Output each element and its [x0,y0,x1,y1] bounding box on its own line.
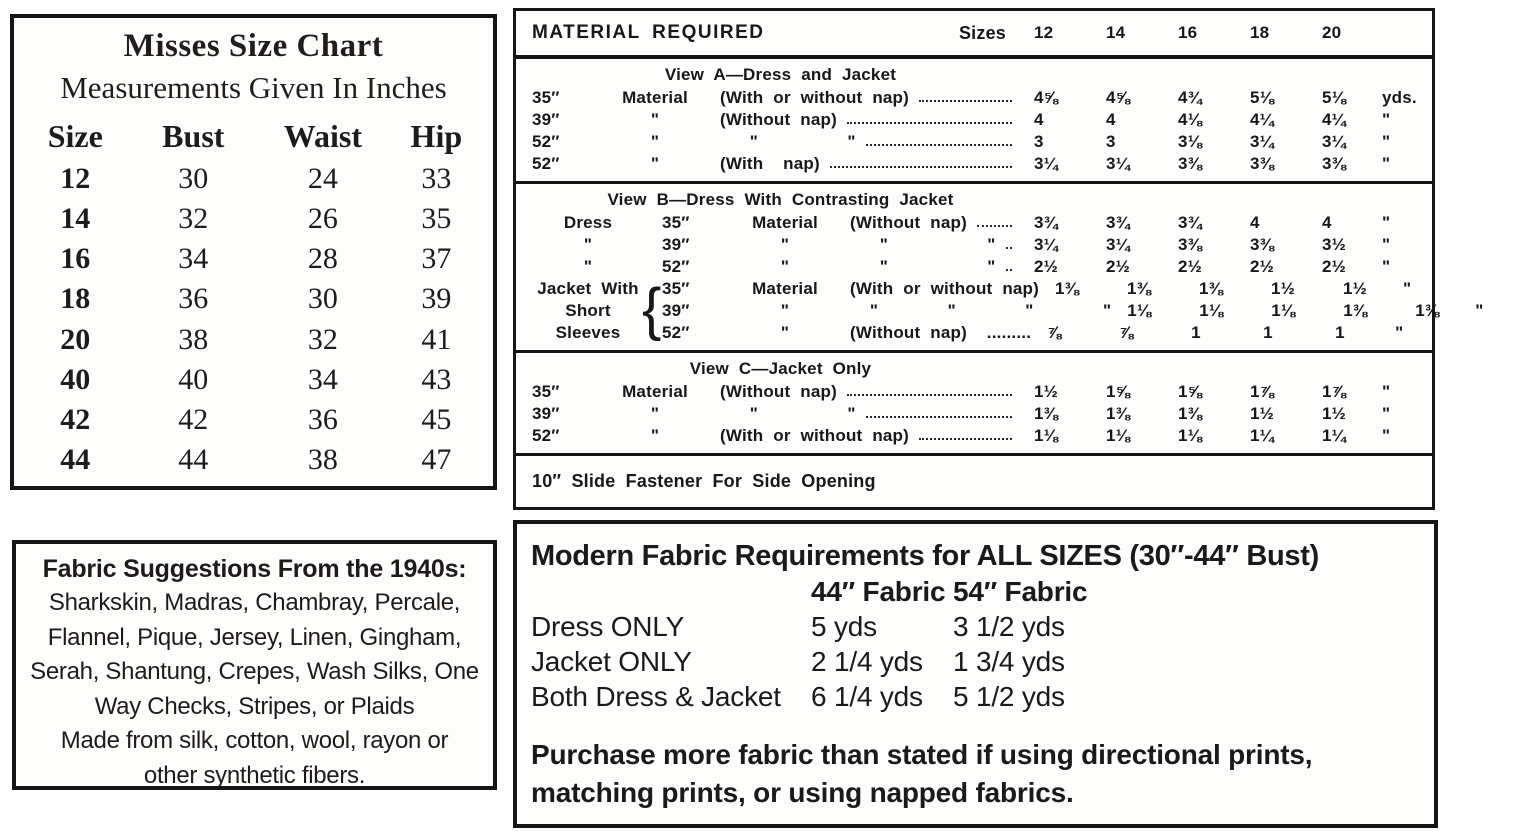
unit-ditto: " [1382,132,1391,151]
size-value: 12 [60,162,91,196]
ditto-mark: " [650,132,660,151]
size-column-18: 18 [1250,23,1270,42]
yardage-value: 3½ [1322,235,1347,254]
sizes-label: Sizes [958,22,1006,43]
fabric-width: 52″ [662,257,690,276]
hip-value: 37 [421,242,452,276]
bust-value: 42 [178,402,209,436]
garment-label: Sleeves [555,323,621,342]
yardage-value: 1⅜ [1127,279,1152,298]
yardage-value: 1¼ [1322,426,1347,445]
yardage-value: ⅞ [1047,323,1062,342]
ditto-mark: " [780,235,790,254]
column-header-54-fabric: 54″ Fabric [953,576,1088,607]
yardage-value: 3¾ [1106,213,1131,232]
fabric-width: 35″ [662,279,690,298]
fabric-suggestions-line: Made from silk, cotton, wool, rayon or [60,727,449,754]
garment-label: Dress [563,213,613,232]
unit-ditto: " [1382,235,1391,254]
brace-glyph: { [642,277,662,342]
ditto-mark: " [583,235,593,254]
yardage-row [516,381,1428,403]
hip-value: 47 [421,442,452,476]
leader-dots [866,144,1012,146]
unit-ditto: " [1382,257,1391,276]
yardage-value: 1⅜ [1415,301,1440,320]
yardage-value: 1½ [1271,279,1296,298]
yardage-value: 3⅜ [1250,235,1275,254]
yardage-value: 3¼ [1034,154,1059,173]
fabric-width: 39″ [662,235,690,254]
yardage-value: 4⅝ [1034,88,1059,107]
fabric-suggestions-title: Fabric Suggestions From the 1940s: [42,555,467,583]
yardage-value: 3 [1034,132,1044,151]
yardage-value: 3⅜ [1178,154,1203,173]
leader-dots [977,225,1012,227]
ditto-marks: " " [850,257,996,276]
fabric-width: 39″ [532,110,560,129]
leader-dots [866,416,1012,418]
misses-size-chart-panel [10,14,497,490]
yardage-value: 1⅜ [1055,279,1080,298]
fabric-width: 39″ [662,301,690,320]
table-row [22,440,485,480]
fabric-width: 52″ [662,323,690,342]
fabric-width: 35″ [532,382,560,401]
yardage-value: 1⅜ [1199,279,1224,298]
yardage-54: 3 1/2 yds [953,611,1065,642]
yardage-value: 3⅜ [1250,154,1275,173]
table-row [22,159,485,199]
yardage-value: 3¼ [1322,132,1347,151]
yardage-value: 1⅝ [1178,382,1203,401]
size-column-14: 14 [1106,23,1126,42]
nap-label: (Without nap) [720,110,837,129]
yardage-value: 4⅝ [1106,88,1131,107]
bust-value: 38 [178,322,209,356]
yardage-value: 4¼ [1322,110,1347,129]
yardage-row [516,403,1428,425]
nap-label: (Without nap) [720,382,837,401]
yardage-value: 1¼ [1250,426,1275,445]
nap-label: (With nap) [720,154,820,173]
unit-ditto: " [1382,426,1391,445]
unit-ditto: " [1403,279,1412,298]
fabric-suggestions-panel [12,540,497,790]
yardage-54: 1 3/4 yds [953,646,1065,677]
hip-value: 41 [421,322,452,356]
bust-value: 44 [178,442,209,476]
ditto-mark: " [780,301,790,320]
yardage-row [516,256,1428,278]
column-header-bust: Bust [162,118,225,154]
nap-label: (Without nap) [850,213,967,232]
unit-ditto: " [1382,110,1391,129]
row-label: Both Dress & Jacket [531,681,781,712]
waist-value: 32 [307,322,338,356]
yardage-value: 1½ [1343,279,1368,298]
hip-value: 43 [421,362,452,396]
yardage-row [516,87,1428,109]
column-header-44-fabric: 44″ Fabric [811,576,946,607]
fabric-width: 52″ [532,426,560,445]
table-row [22,199,485,239]
size-value: 40 [60,362,91,396]
unit-ditto: " [1382,213,1391,232]
size-chart-title: Misses Size Chart [123,28,384,64]
size-value: 44 [60,442,91,476]
row-label: Jacket ONLY [531,646,692,677]
ditto-marks: " " " " [850,301,1112,320]
waist-value: 36 [307,402,338,436]
fabric-width: 39″ [532,404,560,423]
fabric-suggestions-line: Sharkskin, Madras, Chambray, Percale, [48,589,461,616]
size-value: 16 [60,242,91,276]
table-row [22,320,485,360]
ditto-mark: " [650,110,660,129]
yardage-value: 1 [1191,323,1201,342]
fabric-width: 52″ [532,154,560,173]
yardage-value: 3¼ [1250,132,1275,151]
yardage-value: 3¾ [1034,213,1059,232]
yardage-54: 5 1/2 yds [953,681,1065,712]
ditto-mark: " [780,257,790,276]
garment-label: Jacket With [537,279,639,298]
unit-ditto: " [1395,323,1404,342]
size-column-12: 12 [1034,23,1054,42]
yardage-value: 4¾ [1178,88,1203,107]
fabric-width: 52″ [532,132,560,151]
leader-dots [1006,269,1012,271]
material-table-header [516,11,1432,59]
waist-value: 38 [307,442,338,476]
waist-value: 28 [307,242,338,276]
fabric-width: 35″ [662,213,690,232]
section-view-a [516,59,1432,181]
unit-ditto: " [1382,382,1391,401]
yardage-value: 2½ [1106,257,1131,276]
size-value: 18 [60,282,91,316]
yardage-value: 1⅛ [1178,426,1203,445]
yardage-value: 1⅛ [1106,426,1131,445]
waist-value: 34 [307,362,338,396]
bust-value: 32 [178,202,209,236]
yardage-row [516,212,1428,234]
column-header-hip: Hip [410,118,463,154]
size-value: 20 [60,322,91,356]
yardage-value: 3¼ [1034,235,1059,254]
yardage-value: 1⅛ [1127,301,1152,320]
yardage-value: 3⅜ [1178,235,1203,254]
waist-value: 26 [307,202,338,236]
ditto-mark: " [650,154,660,173]
row-label: Dress ONLY [531,611,685,642]
yardage-value: 3 [1106,132,1116,151]
ditto-mark: " [780,323,790,342]
yardage-value: 2½ [1178,257,1203,276]
nap-label: (Without nap) ......... [850,323,1032,342]
section-heading: View C—Jacket Only [689,359,872,378]
yardage-44: 5 yds [811,611,877,642]
size-chart-body [22,159,485,480]
material-label: Material [752,213,818,232]
leader-dots [830,166,1012,168]
yardage-value: 1⅜ [1343,301,1368,320]
yardage-value: 3¾ [1178,213,1203,232]
unit-ditto: " [1382,404,1391,423]
size-chart-subtitle: Measurements Given In Inches [60,70,447,105]
material-label: Material [622,88,688,107]
yardage-row [516,109,1428,131]
yardage-value: 4 [1106,110,1116,129]
material-required-panel [513,8,1484,510]
yardage-value: 1⅞ [1322,382,1347,401]
size-chart-header-row [22,118,485,155]
bust-value: 30 [178,162,209,196]
purchase-note: Purchase more fabric than stated if using directional prints, matching prints, or using napped fabrics. [531,739,1313,808]
ditto-marks: " " [720,132,856,151]
yardage-value: 4 [1250,213,1260,232]
hip-value: 33 [421,162,452,196]
leader-dots [847,122,1012,124]
unit-ditto: " [1475,301,1484,320]
yardage-value: 1⅜ [1034,404,1059,423]
table-row [22,400,485,440]
modern-requirements-panel [513,520,1438,828]
section-view-b [516,181,1484,350]
yardage-value: 5⅛ [1250,88,1275,107]
yardage-value: 1 [1335,323,1345,342]
fabric-suggestions-line: Flannel, Pique, Jersey, Linen, Gingham, [47,623,462,651]
modern-requirements-title: Modern Fabric Requirements for ALL SIZES (30″-44″ Bust) [531,540,1319,572]
yardage-value: 1⅛ [1034,426,1059,445]
bust-value: 36 [178,282,209,316]
fabric-suggestions-line: Way Checks, Stripes, or Plaids [94,692,415,720]
leader-dots [919,100,1012,102]
ditto-mark: " [583,257,593,276]
yardage-value: 1 [1263,323,1273,342]
yardage-value: 1⅝ [1106,382,1131,401]
empty-cell [531,574,811,609]
yardage-value: 3⅜ [1322,154,1347,173]
section-heading: View A—Dress and Jacket [664,65,897,84]
bust-value: 34 [178,242,209,276]
bust-value: 40 [178,362,209,396]
yardage-value: 3⅛ [1178,132,1203,151]
hip-value: 45 [421,402,452,436]
yardage-value: 1½ [1250,404,1275,423]
table-row [22,360,485,400]
yardage-value: 1½ [1322,404,1347,423]
yardage-value: 3¼ [1106,235,1131,254]
yardage-row [516,131,1428,153]
nap-label: (With or without nap) [850,279,1040,298]
fabric-width: 35″ [532,88,560,107]
yardage-value: 1⅜ [1106,404,1131,423]
yardage-value: 1⅞ [1250,382,1275,401]
leader-dots [1006,247,1012,249]
ditto-mark: " [650,426,660,445]
unit-label: yds. [1382,88,1417,107]
slide-fastener-note: 10″ Slide Fastener For Side Opening [516,453,1432,507]
nap-label: (With or without nap) [720,88,910,107]
yardage-row [516,425,1428,447]
waist-value: 24 [307,162,338,196]
yardage-value: 3¼ [1106,154,1131,173]
yardage-value: 4⅛ [1178,110,1203,129]
yardage-value: 4¼ [1250,110,1275,129]
leader-dots [847,394,1012,396]
hip-value: 39 [421,282,452,316]
yardage-value: 1⅛ [1199,301,1224,320]
garment-label: Short [565,301,611,320]
size-column-16: 16 [1178,23,1198,42]
fabric-suggestions-line: Serah, Shantung, Crepes, Wash Silks, One [30,658,479,685]
yardage-value: 4 [1034,110,1044,129]
size-column-20: 20 [1322,23,1342,42]
ditto-marks: " " [720,404,856,423]
leader-dots [919,438,1012,440]
table-row [22,279,485,319]
yardage-value: 2½ [1322,257,1347,276]
fabric-suggestions-line: other synthetic fibers. [143,761,366,789]
material-label: Material [752,279,818,298]
yardage-value: ⅞ [1119,323,1134,342]
size-value: 14 [60,202,91,236]
yardage-value: 2½ [1250,257,1275,276]
material-required-title: MATERIAL REQUIRED [532,22,765,43]
section-view-c [516,350,1432,453]
material-label: Material [622,382,688,401]
column-header-waist: Waist [283,118,363,154]
nap-label: (With or without nap) [720,426,910,445]
modern-requirements-table [531,574,1422,714]
yardage-row [516,234,1428,256]
yardage-value: 1⅛ [1271,301,1296,320]
waist-value: 30 [307,282,338,316]
yardage-value: 4 [1322,213,1332,232]
yardage-value: 1½ [1034,382,1059,401]
ditto-marks: " " [850,235,996,254]
yardage-row [516,153,1428,175]
size-value: 42 [60,402,91,436]
ditto-mark: " [650,404,660,423]
yardage-value: 2½ [1034,257,1059,276]
yardage-44: 2 1/4 yds [811,646,923,677]
yardage-44: 6 1/4 yds [811,681,923,712]
yardage-value: 5⅛ [1322,88,1347,107]
table-row [22,239,485,279]
yardage-value: 1⅜ [1178,404,1203,423]
hip-value: 35 [421,202,452,236]
unit-ditto: " [1382,154,1391,173]
column-header-size: Size [47,118,103,154]
section-heading: View B—Dress With Contrasting Jacket [607,190,954,209]
